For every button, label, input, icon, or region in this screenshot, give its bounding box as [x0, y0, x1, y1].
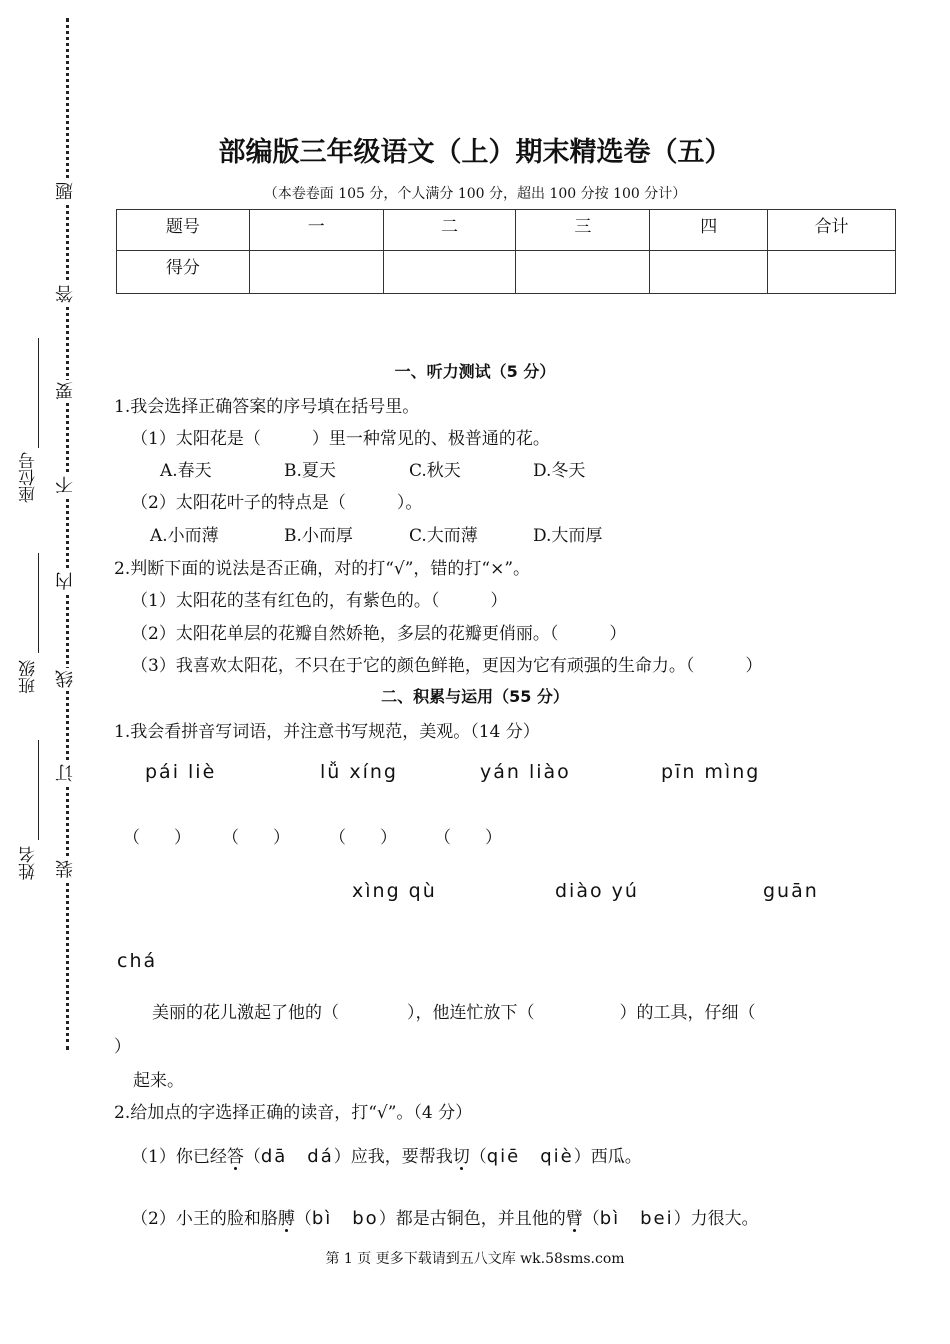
section1-heading: 一、听力测试（5 分） — [394, 362, 556, 381]
binding-char: 订 — [55, 764, 76, 782]
pinyin: guān — [763, 880, 819, 902]
pinyin: yán liào — [480, 761, 571, 783]
sentence-text: ） — [114, 1037, 131, 1057]
sentence-text: 美丽的花儿激起了他的（ ），他连忙放下（ ）的工具，仔细（ — [152, 1003, 756, 1023]
binding-char: 要 — [55, 382, 76, 400]
table-header-cell: 一 — [249, 210, 383, 251]
page-title: 部编版三年级语文（上）期末精选卷（五） — [218, 137, 732, 168]
pinyin: chá — [117, 950, 158, 972]
binding-char: 不 — [55, 476, 76, 494]
option-a: A.小而薄 — [150, 526, 219, 546]
option-a: A.春天 — [160, 461, 212, 481]
option-c: C.大而薄 — [409, 526, 478, 546]
question-text: 1.我会选择正确答案的序号填在括号里。 — [114, 397, 420, 417]
dotted-char: 臂 — [565, 1209, 583, 1229]
pinyin: pái liè — [145, 761, 217, 783]
pinyin-choice[interactable]: dā dá — [260, 1146, 334, 1167]
table-header-cell: 四 — [650, 210, 768, 251]
binding-dotted-line — [66, 18, 69, 1050]
question-text: 2.判断下面的说法是否正确，对的打“√”，错的打“×”。 — [114, 559, 531, 579]
judgement-item: （2）太阳花单层的花瓣自然娇艳，多层的花瓣更俏丽。（ ） — [131, 624, 627, 644]
option-b: B.夏天 — [284, 461, 336, 481]
answer-blank[interactable]: （ ） — [434, 828, 502, 848]
binding-char: 内 — [55, 572, 76, 590]
binding-char: 答 — [55, 285, 76, 303]
answer-blank[interactable]: （ ） — [329, 828, 397, 848]
binding-char: 线 — [55, 670, 76, 688]
pinyin-choice[interactable]: bì bo — [311, 1208, 379, 1229]
binding-char: 题 — [55, 182, 76, 200]
option-d: D.冬天 — [533, 461, 586, 481]
score-cell[interactable] — [516, 251, 650, 294]
table-row-label: 得分 — [117, 251, 250, 294]
pinyin-choice[interactable]: bì bei — [599, 1208, 674, 1229]
score-cell[interactable] — [249, 251, 383, 294]
score-cell[interactable] — [650, 251, 768, 294]
answer-blank[interactable]: （ ） — [123, 828, 191, 848]
option-c: C.秋天 — [409, 461, 461, 481]
pinyin-choice[interactable]: qiē qiè — [486, 1146, 574, 1167]
pinyin: lǚ xíng — [320, 761, 398, 783]
seat-number-label: 座位号 — [19, 452, 39, 503]
section2-heading: 二、积累与运用（55 分） — [381, 687, 569, 706]
binding-char: 装 — [55, 860, 76, 878]
pinyin: diào yú — [555, 880, 639, 902]
score-table-score-row — [117, 251, 896, 294]
answer-blank[interactable]: （ ） — [222, 828, 290, 848]
score-cell[interactable] — [768, 251, 896, 294]
question-text: （1）太阳花是（ ）里一种常见的、极普通的花。 — [131, 429, 550, 449]
dotted-char: 膊 — [277, 1209, 295, 1229]
seat-underline — [38, 338, 39, 448]
option-d: D.大而厚 — [533, 526, 603, 546]
score-cell[interactable] — [383, 251, 516, 294]
table-header-cell: 二 — [383, 210, 516, 251]
judgement-item: （3）我喜欢太阳花，不只在于它的颜色鲜艳，更因为它有顽强的生命力。（ ） — [131, 656, 763, 676]
question-text: 2.给加点的字选择正确的读音，打“√”。（4 分） — [114, 1103, 473, 1123]
question-text: 1.我会看拼音写词语，并注意书写规范，美观。（14 分） — [114, 722, 540, 742]
score-table-header-row — [117, 210, 896, 251]
pinyin: pīn mìng — [661, 761, 761, 783]
page-footer: 第 1 页 更多下载请到五八文库 wk.58sms.com — [325, 1251, 625, 1267]
table-header-cell: 题号 — [117, 210, 250, 251]
reading-item-2: （2）小王的脸和胳膊（bì bo）都是古铜色，并且他的臂（bì bei）力很大。 — [131, 1208, 759, 1229]
name-underline — [38, 740, 39, 840]
dotted-char: 切 — [452, 1147, 470, 1167]
class-underline — [38, 553, 39, 653]
sentence-text: 起来。 — [133, 1071, 184, 1091]
question-text: （2）太阳花叶子的特点是（ ）。 — [131, 493, 423, 513]
option-b: B.小而厚 — [284, 526, 353, 546]
table-header-cell: 合计 — [768, 210, 896, 251]
dotted-char: 答 — [226, 1147, 244, 1167]
page-subtitle: （本卷卷面 105 分，个人满分 100 分，超出 100 分按 100 分计） — [263, 186, 687, 202]
judgement-item: （1）太阳花的茎有红色的，有紫色的。（ ） — [131, 591, 508, 611]
table-header-cell: 三 — [516, 210, 650, 251]
class-label: 班级 — [19, 660, 39, 694]
name-label: 姓名 — [19, 846, 39, 880]
reading-item-1: （1）你已经答（dā dá）应我，要帮我切（qiē qiè）西瓜。 — [131, 1146, 642, 1167]
score-table — [116, 209, 896, 294]
pinyin: xìng qù — [352, 880, 437, 902]
